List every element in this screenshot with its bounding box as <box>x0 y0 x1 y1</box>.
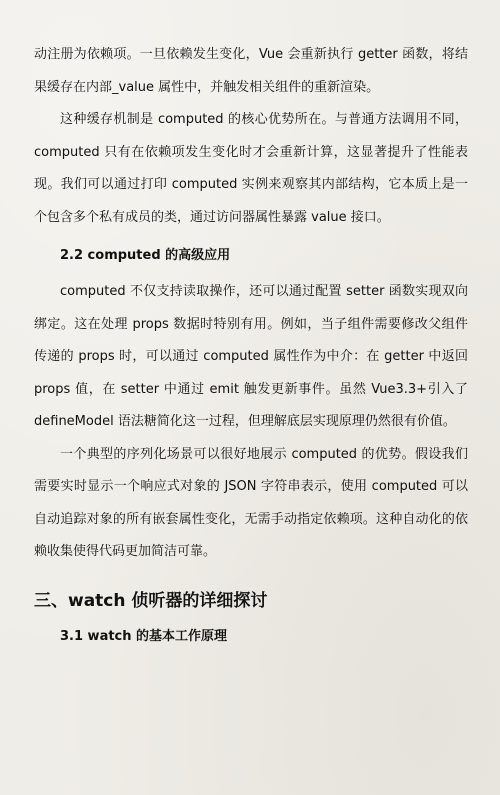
paragraph-computed-setter: computed 不仅支持读取操作，还可以通过配置 setter 函数实现双向绑定。这在处理 props 数据时特别有用。例如，当子组件需要修改父组件传递的 props 时，可以通过 computed 属性作为中介：在 getter 中返回 props 值，在 setter 中通过 emit 触发更新事件。虽然 Vue3.3+引入了 defineModel 语法糖简化这一过程，但理解底层实现原理仍然很有价值。 <box>34 284 468 429</box>
section-heading-3-1: 3.1 watch 的基本工作原理 <box>60 628 228 644</box>
chapter-heading-watch: 三、watch 侦听器的详细探讨 <box>34 590 268 611</box>
paragraph-computed-getter: 动注册为依赖项。一旦依赖发生变化，Vue 会重新执行 getter 函数，将结果缓存在内部_value 属性中，并触发相关组件的重新渲染。 <box>34 47 468 95</box>
paragraph-cache-mechanism: 这种缓存机制是 computed 的核心优势所在。与普通方法调用不同，computed 只有在依赖项发生变化时才会重新计算，这显著提升了性能表现。我们可以通过打印 computed 实例来观察其内部结构，它本质上是一个包含多个私有成员的类，通过访问器属性暴露 value 接口。 <box>34 112 468 225</box>
paragraph-serialization: 一个典型的序列化场景可以很好地展示 computed 的优势。假设我们需要实时显示一个响应式对象的 JSON 字符串表示，使用 computed 可以自动追踪对象的所有嵌套属性变化，无需手动指定依赖项。这种自动化的依赖收集使得代码更加简洁可靠。 <box>34 446 468 559</box>
section-heading-2-2: 2.2 computed 的高级应用 <box>60 248 231 263</box>
